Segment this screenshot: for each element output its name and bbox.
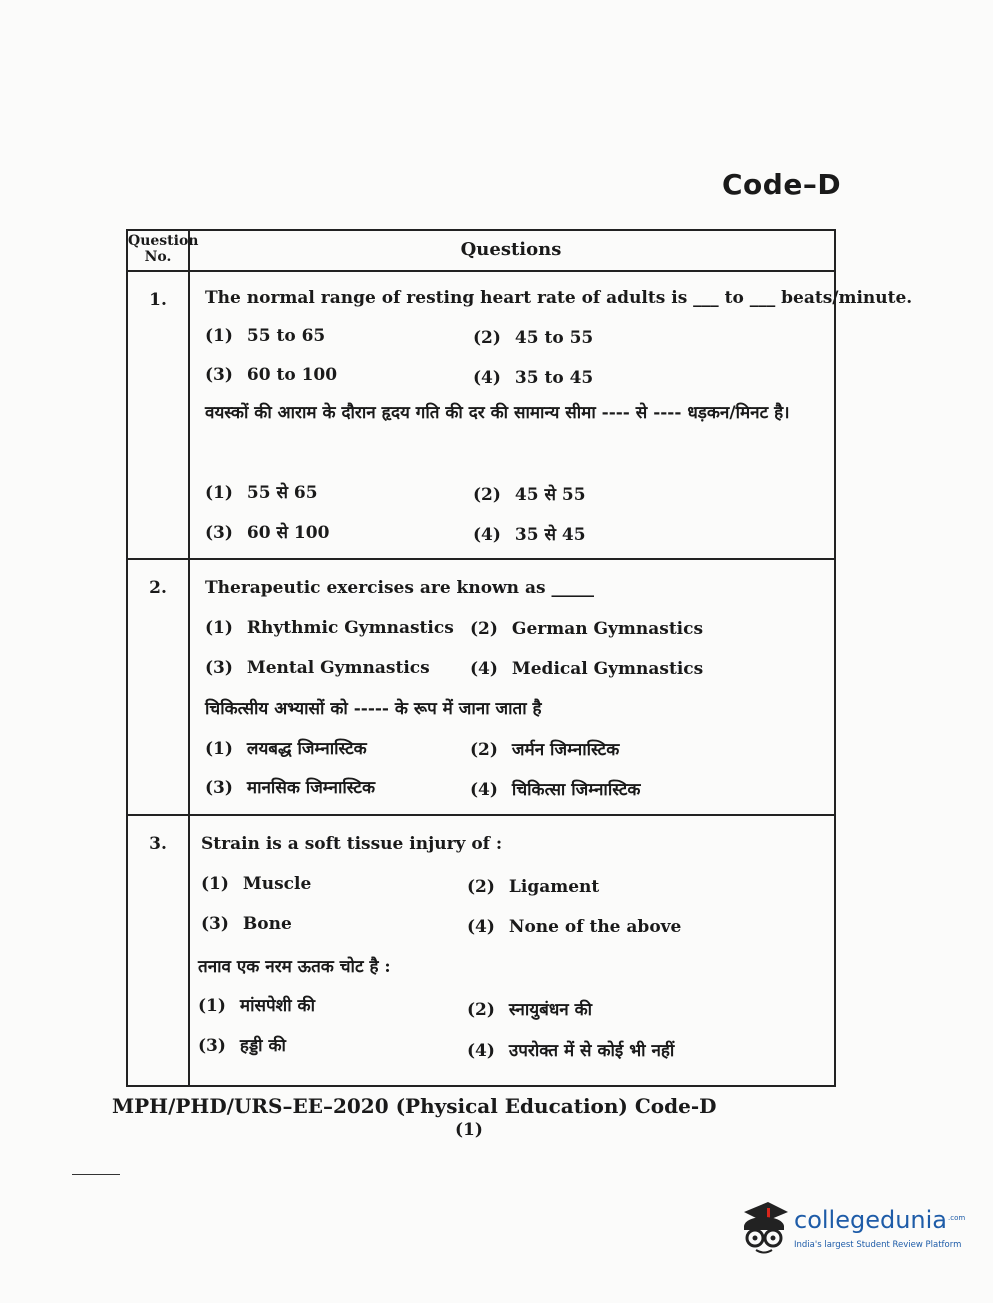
collegedunia-watermark — [738, 1200, 966, 1258]
option-2-hindi: (2) 45 से 55 — [473, 485, 586, 505]
question-row-3 — [128, 816, 834, 1087]
option-3: (3) Mental Gymnastics — [205, 658, 430, 678]
option-1-hindi: (1) लयबद्ध जिम्नास्टिक — [205, 739, 367, 759]
brand-tagline: India's largest Student Review Platform — [794, 1240, 962, 1250]
option-2: (2) Ligament — [467, 877, 600, 897]
option-3: (3) Bone — [201, 914, 292, 934]
option-2-hindi: (2) स्नायुबंधन की — [467, 1000, 593, 1020]
question-table — [126, 229, 913, 1087]
option-3: (3) 60 to 100 — [205, 365, 338, 385]
question-text: Strain is a soft tissue injury of : — [201, 834, 503, 854]
option-4-hindi: (4) 35 से 45 — [473, 525, 586, 545]
question-number: 1. — [149, 290, 167, 310]
code-title: Code–D — [722, 168, 842, 201]
header-questions: Questions — [460, 239, 562, 260]
option-4: (4) 35 to 45 — [473, 368, 594, 388]
option-3-hindi: (3) 60 से 100 — [205, 523, 330, 543]
footer-rule — [72, 1174, 120, 1175]
question-text: The normal range of resting heart rate of adults is ___ to ___ beats/minute. — [205, 288, 913, 308]
question-number: 2. — [149, 578, 167, 598]
option-3-hindi: (3) हड्डी की — [198, 1036, 286, 1056]
option-2: (2) German Gymnastics — [470, 619, 704, 639]
option-2-hindi: (2) जर्मन जिम्नास्टिक — [470, 740, 620, 760]
page-number: (1) — [455, 1120, 483, 1140]
footer-paper-code: MPH/PHD/URS–EE–2020 (Physical Education) Code-D — [112, 1094, 717, 1118]
option-1: (1) 55 to 65 — [205, 326, 326, 346]
option-4-hindi: (4) उपरोक्त में से कोई भी नहीं — [467, 1041, 675, 1061]
option-1-hindi: (1) 55 से 65 — [205, 483, 318, 503]
option-1: (1) Rhythmic Gymnastics — [205, 618, 454, 638]
header-question-no: Question No. — [128, 233, 199, 265]
option-2: (2) 45 to 55 — [473, 328, 594, 348]
question-text: Therapeutic exercises are known as _____ — [205, 578, 594, 598]
mascot-face-icon — [738, 1200, 790, 1258]
question-text-hindi: तनाव एक नरम ऊतक चोट है : — [198, 957, 391, 977]
question-text-hindi: वयस्कों की आराम के दौरान हृदय गति की दर की सामान्य सीमा ---- से ---- धड़कन/मिनट है। — [205, 403, 790, 423]
option-4: (4) Medical Gymnastics — [470, 659, 704, 679]
brand-domain: .com — [948, 1214, 966, 1222]
question-row-2 — [128, 560, 834, 813]
option-4-hindi: (4) चिकित्सा जिम्नास्टिक — [470, 780, 641, 800]
brand-name: collegedunia — [794, 1206, 948, 1234]
option-4: (4) None of the above — [467, 917, 682, 937]
question-row-1 — [128, 272, 913, 557]
question-number: 3. — [149, 834, 167, 854]
option-1-hindi: (1) मांसपेशी की — [198, 996, 315, 1016]
option-1: (1) Muscle — [201, 874, 312, 894]
option-3-hindi: (3) मानसिक जिम्नास्टिक — [205, 778, 376, 798]
question-text-hindi: चिकित्सीय अभ्यासों को ----- के रूप में जाना जाता है — [205, 699, 542, 719]
